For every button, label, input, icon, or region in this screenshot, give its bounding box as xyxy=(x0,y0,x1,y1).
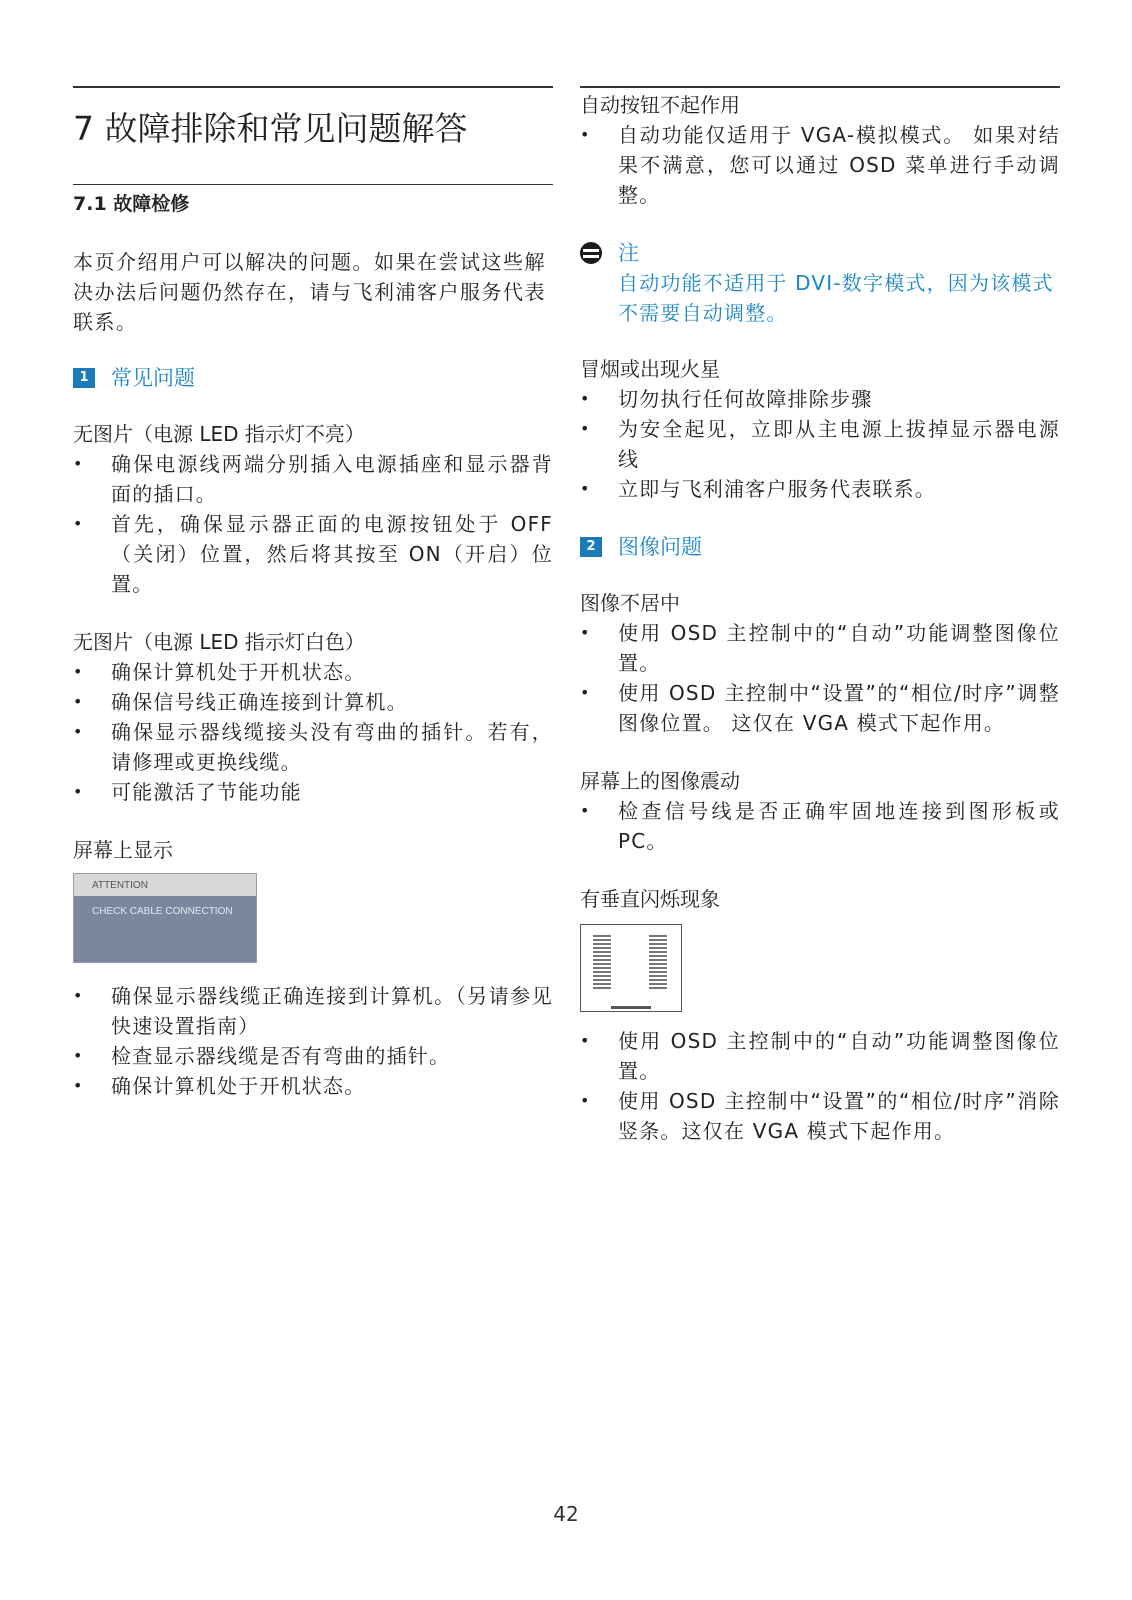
list-item: • 立即与飞利浦客户服务代表联系。 xyxy=(580,474,1060,504)
thumb-text-column-left xyxy=(593,935,611,991)
image-vibrates-list xyxy=(580,796,1060,856)
attention-title: ATTENTION xyxy=(74,874,256,896)
vertical-flicker-list xyxy=(580,1026,1060,1146)
right-top-rule xyxy=(580,86,1060,88)
list-item: • 使用 OSD 主控制中的“自动”功能调整图像位置。 xyxy=(580,1026,1060,1086)
list-item: • 确保计算机处于开机状态。 xyxy=(73,657,553,687)
section-rule xyxy=(73,184,553,185)
list-item: • 确保信号线正确连接到计算机。 xyxy=(73,687,553,717)
faq-title: 常见问题 xyxy=(111,366,195,390)
faq-heading xyxy=(73,363,553,393)
list-item: • 使用 OSD 主控制中的“自动”功能调整图像位置。 xyxy=(580,618,1060,678)
image-problems-heading xyxy=(580,532,1060,562)
list-item: • 使用 OSD 主控制中“设置”的“相位/时序”调整图像位置。 这仅在 VGA 模式下起作用。 xyxy=(580,678,1060,738)
image-problems-title: 图像问题 xyxy=(618,535,702,559)
list-item: • 自动功能仅适用于 VGA-模拟模式。 如果对结果不满意，您可以通过 OSD 菜单进行手动调整。 xyxy=(580,120,1060,210)
list-item: • 确保显示器线缆正确连接到计算机。（另请参见快速设置指南） xyxy=(73,981,553,1041)
list-item: • 确保计算机处于开机状态。 xyxy=(73,1071,553,1101)
note-label: 注 xyxy=(618,241,639,265)
list-item: • 为安全起见，立即从主电源上拔掉显示器电源线 xyxy=(580,414,1060,474)
note-icon xyxy=(580,242,602,264)
note-heading xyxy=(580,238,1060,268)
list-item: • 首先，确保显示器正面的电源按钮处于 OFF（关闭）位置，然后将其按至 ON（开启）位置。 xyxy=(73,509,553,599)
left-column xyxy=(73,86,553,1101)
chapter-title: 7 故障排除和常见问题解答 xyxy=(73,109,468,148)
screen-shows-heading: 屏幕上显示 xyxy=(73,838,173,862)
chapter-rule xyxy=(73,86,553,88)
list-item: • 可能激活了节能功能 xyxy=(73,777,553,807)
no-picture-led-off-heading: 无图片（电源 LED 指示灯不亮） xyxy=(73,422,365,446)
screen-shows-list xyxy=(73,981,553,1101)
section-title: 7.1 故障检修 xyxy=(73,193,190,215)
list-item: • 确保显示器线缆接头没有弯曲的插针。若有，请修理或更换线缆。 xyxy=(73,717,553,777)
page-number: 42 xyxy=(553,1502,579,1526)
attention-message: CHECK CABLE CONNECTION xyxy=(92,906,233,917)
image-not-centered-list xyxy=(580,618,1060,738)
vertical-flicker-heading: 有垂直闪烁现象 xyxy=(580,887,720,911)
thumb-text-column-right xyxy=(649,935,667,991)
thumb-taskbar xyxy=(611,1006,651,1009)
no-picture-led-off-list xyxy=(73,449,553,599)
right-column xyxy=(580,86,1060,1146)
no-picture-led-white-heading: 无图片（电源 LED 指示灯白色） xyxy=(73,630,365,654)
auto-button-heading: 自动按钮不起作用 xyxy=(580,93,740,117)
intro-paragraph: 本页介绍用户可以解决的问题。如果在尝试这些解决办法后问题仍然存在，请与飞利浦客户服务代表联系。 xyxy=(73,250,546,334)
list-item: • 切勿执行任何故障排除步骤 xyxy=(580,384,1060,414)
list-item: • 检查显示器线缆是否有弯曲的插针。 xyxy=(73,1041,553,1071)
no-picture-led-white-list xyxy=(73,657,553,807)
faq-number-badge: 1 xyxy=(73,368,95,388)
smoke-sparks-list xyxy=(580,384,1060,504)
list-item: • 检查信号线是否正确牢固地连接到图形板或 PC。 xyxy=(580,796,1060,856)
attention-dialog-image xyxy=(73,873,257,963)
image-not-centered-heading: 图像不居中 xyxy=(580,591,680,615)
auto-button-list xyxy=(580,120,1060,210)
smoke-sparks-heading: 冒烟或出现火星 xyxy=(580,357,720,381)
note-text: 自动功能不适用于 DVI-数字模式，因为该模式不需要自动调整。 xyxy=(618,271,1054,325)
list-item: • 确保电源线两端分别插入电源插座和显示器背面的插口。 xyxy=(73,449,553,509)
vertical-flicker-screen-image xyxy=(580,924,682,1012)
list-item: • 使用 OSD 主控制中“设置”的“相位/时序”消除竖条。这仅在 VGA 模式下起作用。 xyxy=(580,1086,1060,1146)
image-vibrates-heading: 屏幕上的图像震动 xyxy=(580,769,740,793)
image-problems-number-badge: 2 xyxy=(580,537,602,557)
